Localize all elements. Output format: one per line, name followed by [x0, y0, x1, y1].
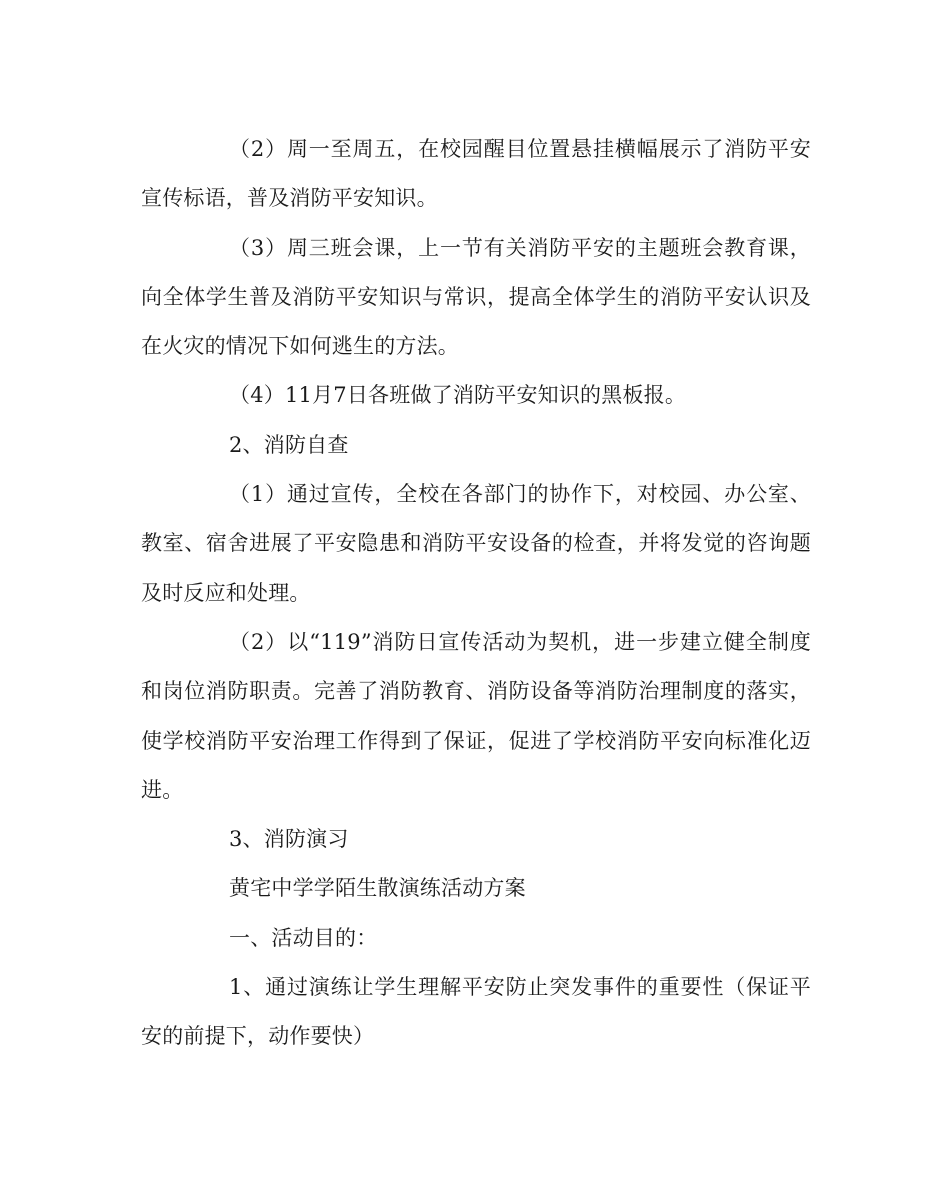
section-heading-fire-drill: 3、消防演习 — [229, 827, 349, 852]
paragraph-item-2-slogans: （2）周一至周五，在校园醒目位置悬挂横幅展示了消防平安宣传标语，普及消防平安知识。 — [141, 137, 811, 211]
text-column — [141, 125, 811, 1062]
section-heading-purpose: 一、活动目的： — [229, 925, 378, 950]
paragraph-item-3-class-meeting: （3）周三班会课，上一节有关消防平安的主题班会教育课，向全体学生普及消防平安知识与常识，提高全体学生的消防平安认识及在火灾的情况下如何逃生的方法。 — [141, 235, 811, 359]
paragraph-item-4-blackboard: （4）11月7日各班做了消防平安知识的黑板报。 — [229, 383, 687, 408]
plan-title: 黄宅中学学陌生散演练活动方案 — [229, 876, 526, 901]
paragraph-inspection-2: （2）以“119”消防日宣传活动为契机，进一步建立健全制度和岗位消防职责。完善了消防教育、消防设备等消防治理制度的落实，使学校消防平安治理工作得到了保证，促进了学校消防平安向标准化迈进。 — [141, 629, 811, 802]
section-heading-self-inspection: 2、消防自查 — [229, 432, 349, 457]
paragraph-purpose-1: 1、通过演练让学生理解平安防止突发事件的重要性（保证平安的前提下，动作要快） — [141, 975, 811, 1049]
paragraph-inspection-1: （1）通过宣传，全校在各部门的协作下，对校园、办公室、教室、宿舍进展了平安隐患和消防平安设备的检查，并将发觉的咨询题及时反应和处理。 — [141, 482, 811, 605]
